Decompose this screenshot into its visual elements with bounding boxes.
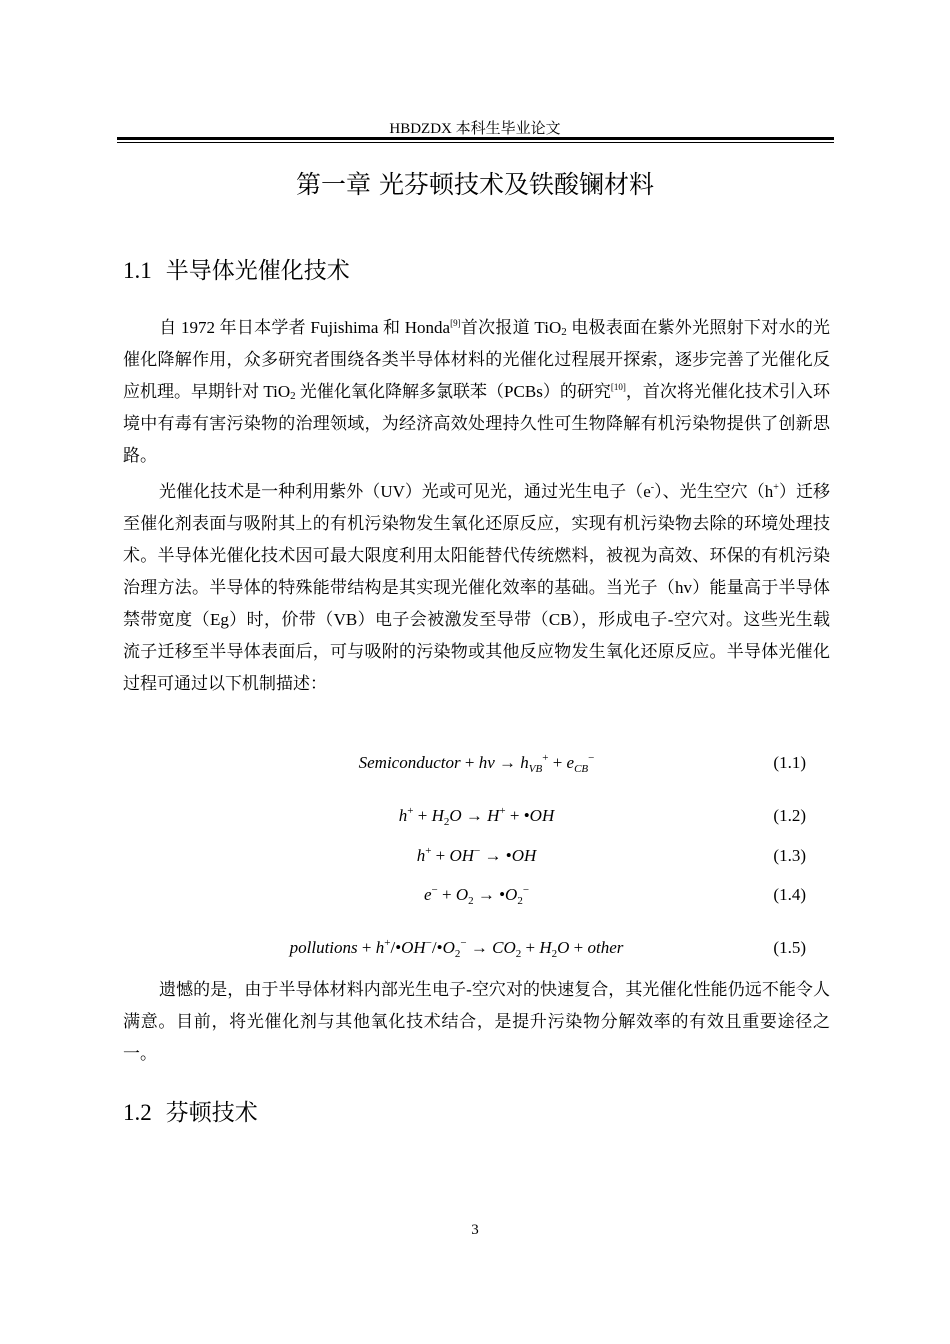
page-number: 3 <box>471 1222 479 1238</box>
section-number: 1.1 <box>123 258 152 283</box>
equation-body: $h^+ + H_2O \to H^+$ + •OH <box>398 805 555 828</box>
equation-body: $e^- + O_2$ → $•O_2^-$ <box>423 884 530 907</box>
equation-body: Semiconductor + hv → $h_{VB}^+ + e_{CB}^-$ <box>358 752 595 775</box>
equation-1-3 <box>123 846 830 876</box>
equation-body: pollutions + $h^+/•OH^-/•O_2^- \to CO_2 + H_2O$ + other <box>289 937 624 960</box>
superscript: + <box>773 482 779 493</box>
citation: [9] <box>450 318 461 328</box>
superscript: - <box>650 482 655 493</box>
text-run: ）迁移至催化剂表面与吸附其上的有机污染物发生氧化还原反应，实现有机污染物去除的环境处理技术。半导体光催化技术因可最大限度利用太阳能替代传统燃料，被视为高效、环保的有机污染治理方法。半导体的特殊能带结构是其实现光催化效率的基础。当光子（hv）能量高于半导体禁带宽度（Eg）时，价带（VB）电子会被激发至导带（CB），形成电子-空穴对。这些光生载流子迁移至半导体表面后，可与吸附的污染物或其他反应物发生氧化还原反应。半导体光催化过程可通过以下机制描述： <box>123 482 831 693</box>
equation-number: (1.1) <box>773 753 806 772</box>
section-number: 1.2 <box>123 1100 152 1125</box>
header-rule-thick <box>117 137 834 140</box>
equation-1-5 <box>123 938 830 968</box>
equation-number: (1.2) <box>773 806 806 825</box>
equation-number: (1.5) <box>773 938 806 957</box>
equation-body: h+ + OH− → •OH <box>416 845 537 865</box>
section-heading-1-1 <box>123 252 350 285</box>
text-run: ，首次将光催化技术引入环境中有毒有害污染物的治理领域，为经济高效处理持久性可生物降解有机污染物提供了创新思路。 <box>123 382 831 465</box>
text-run: 电极表面在紫外光照射下对水的光催化降解作用，众多研究者围绕各类半导体材料的光催化过程展开探索，逐步完善了光催化反应机理。早期针对 TiO <box>123 318 831 401</box>
chapter-title: 第一章 光芬顿技术及铁酸镧材料 <box>296 170 654 199</box>
paragraph-3 <box>123 974 830 1070</box>
section-heading-1-2 <box>123 1094 258 1127</box>
section-title: 芬顿技术 <box>165 1100 258 1126</box>
equation-number: (1.4) <box>773 885 806 904</box>
paragraph-1 <box>123 312 830 472</box>
subscript: 2 <box>561 326 567 338</box>
citation: [10] <box>610 382 626 392</box>
subscript: 2 <box>290 390 296 402</box>
running-header: HBDZDX 本科生毕业论文 <box>389 121 561 137</box>
text-run: ）、光生空穴（h <box>654 482 774 501</box>
section-title: 半导体光催化技术 <box>165 258 350 284</box>
text-run: 首次报道 TiO <box>460 318 562 337</box>
equation-1-1 <box>123 753 830 783</box>
header-rule-thin <box>117 142 834 143</box>
text-run: 自 1972 年日本学者 Fujishima 和 Honda <box>159 318 451 337</box>
text-run: 光催化氧化降解多氯联苯（PCBs）的研究 <box>295 382 611 401</box>
equation-number: (1.3) <box>773 846 806 865</box>
text-run: 光催化技术是一种利用紫外（UV）光或可见光，通过光生电子（e <box>159 482 651 501</box>
paragraph-2 <box>123 476 830 700</box>
equation-1-4 <box>123 885 830 915</box>
text-run: 遗憾的是，由于半导体材料内部光生电子-空穴对的快速复合，其光催化性能仍远不能令人满意。目前，将光催化剂与其他氧化技术结合，是提升污染物分解效率的有效且重要途径之一。 <box>123 980 830 1063</box>
equation-1-2 <box>123 806 830 836</box>
